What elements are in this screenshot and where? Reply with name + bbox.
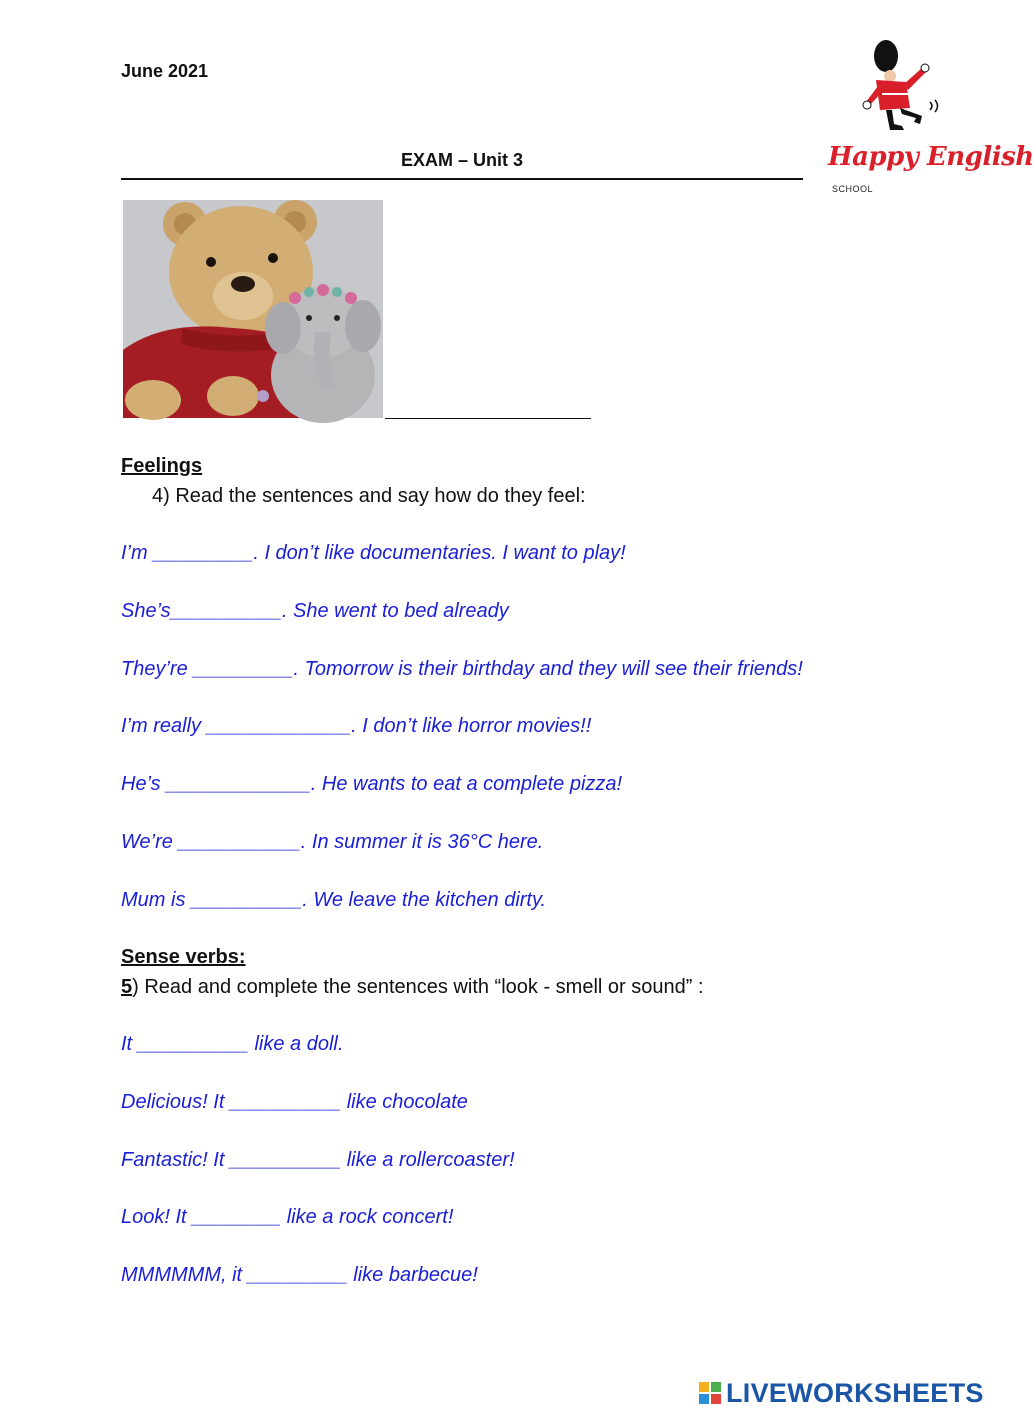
liveworksheets-logo-icon — [698, 1381, 722, 1405]
watermark-text: LIVEWORKSHEETS — [726, 1377, 984, 1408]
sense-sentence-3[interactable]: Fantastic! It __________ like a rollercoaster! — [121, 1149, 515, 1171]
sense-sentence-5[interactable]: MMMMMM, it _________ like barbecue! — [121, 1264, 478, 1286]
photo-answer-line[interactable] — [385, 418, 591, 419]
logo-text: Happy English — [828, 142, 1034, 172]
sense-verbs-instruction — [121, 976, 704, 999]
exam-title: EXAM – Unit 3 — [400, 150, 524, 170]
feelings-instruction: 4) Read the sentences and say how do they feel: — [152, 485, 586, 507]
instruction-text: ) Read and complete the sentences with “look - smell or sound” : — [132, 976, 704, 998]
feelings-sentence-3[interactable]: They’re _________. Tomorrow is their birthday and they will see their friends! — [121, 658, 803, 680]
instruction-number: 5 — [121, 976, 133, 998]
feelings-sentence-4[interactable]: I’m really _____________. I don’t like horror movies!! — [121, 715, 592, 737]
feelings-heading: Feelings — [121, 455, 203, 477]
teddy-bear-photo — [123, 200, 383, 418]
feelings-sentence-5[interactable]: He’s _____________. He wants to eat a complete pizza! — [121, 773, 623, 795]
feelings-sentence-1[interactable]: I’m _________. I don’t like documentaries. I want to play! — [121, 542, 626, 564]
logo-subtext: SCHOOL — [832, 184, 874, 194]
sense-sentence-4[interactable]: Look! It ________ like a rock concert! — [121, 1206, 454, 1228]
feelings-sentence-2[interactable]: She’s__________. She went to bed already — [121, 600, 509, 622]
school-logo — [826, 38, 1034, 200]
guard-figure-icon — [826, 38, 986, 142]
liveworksheets-watermark — [698, 1378, 984, 1408]
title-rule — [121, 178, 803, 180]
sense-sentence-1[interactable]: It __________ like a doll. — [121, 1033, 344, 1055]
sense-verbs-heading: Sense verbs: — [121, 946, 246, 968]
feelings-sentence-7[interactable]: Mum is __________. We leave the kitchen dirty. — [121, 889, 547, 911]
sense-sentence-2[interactable]: Delicious! It __________ like chocolate — [121, 1091, 468, 1113]
teddy-bear-image — [123, 200, 383, 418]
date-label: June 2021 — [121, 61, 209, 81]
feelings-sentence-6[interactable]: We’re ___________. In summer it is 36°C here. — [121, 831, 544, 853]
